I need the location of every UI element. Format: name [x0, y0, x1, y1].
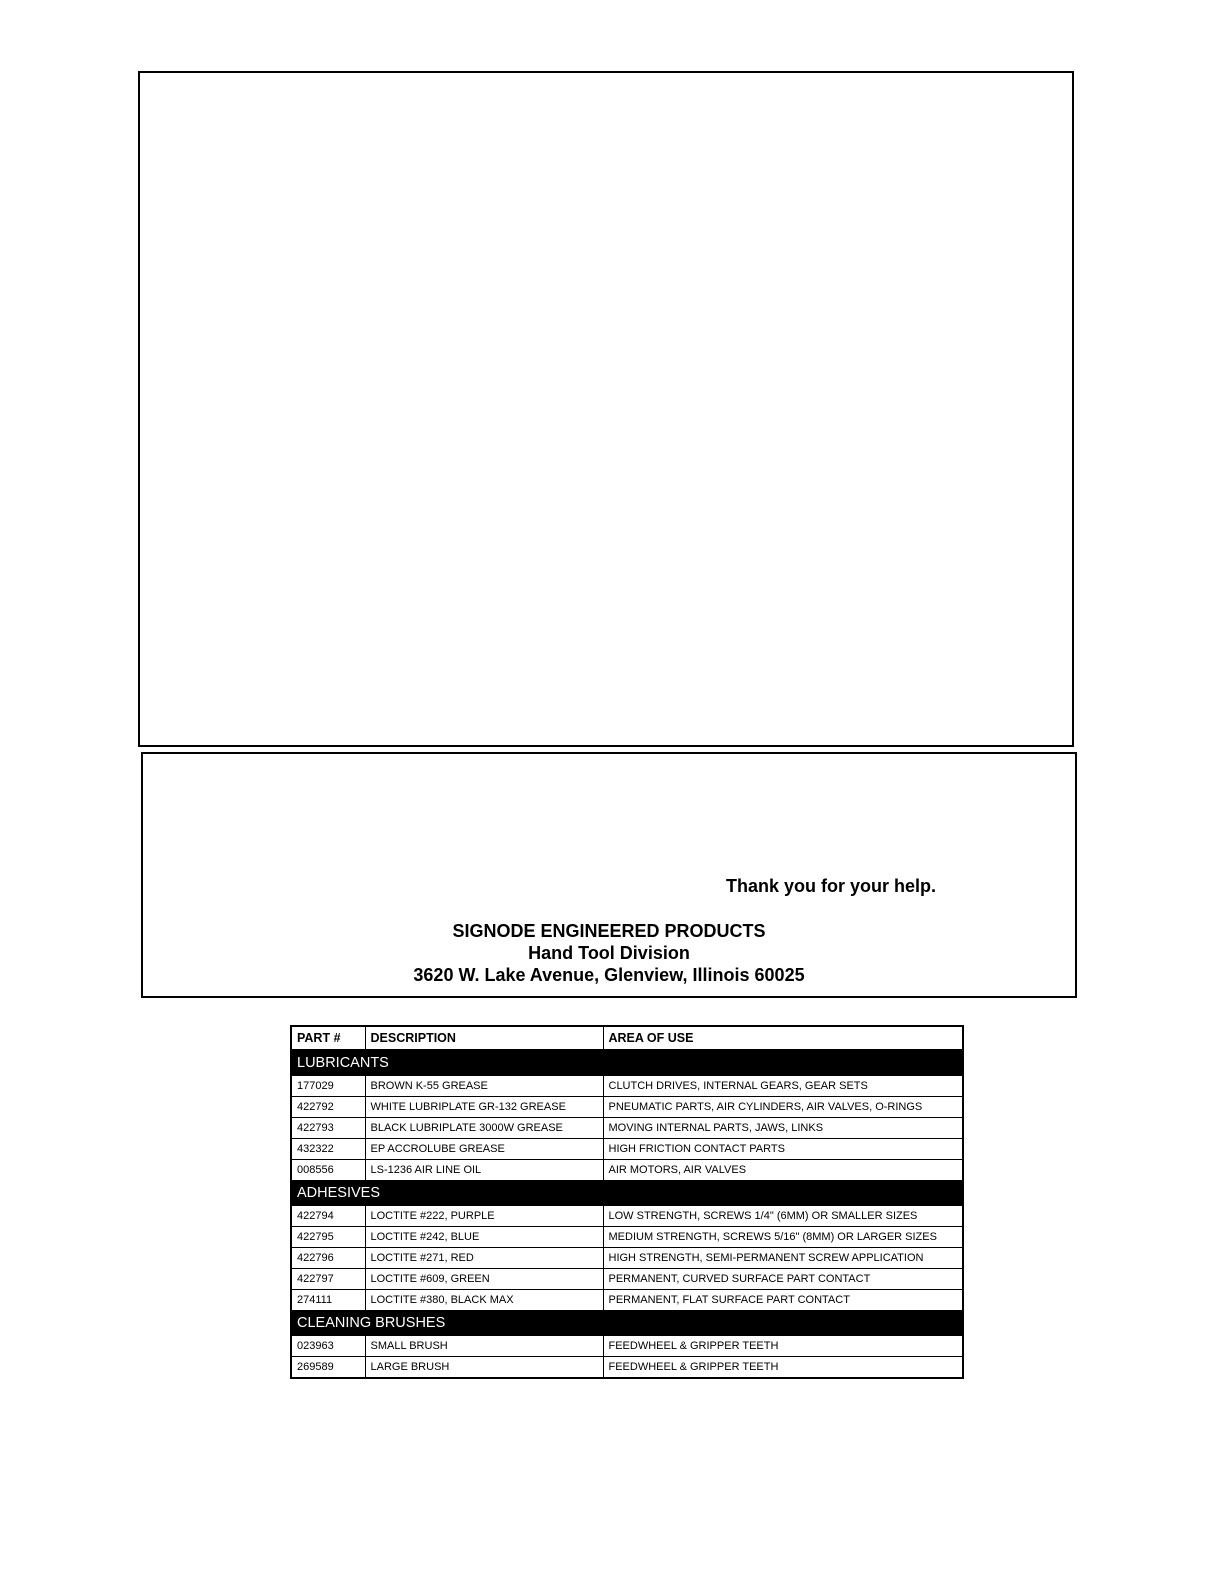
- part-number: 432322: [291, 1139, 365, 1160]
- company-address-block: [143, 920, 1075, 986]
- table-row: [291, 1118, 963, 1139]
- company-address: 3620 W. Lake Avenue, Glenview, Illinois 60025: [413, 965, 805, 985]
- header-description: DESCRIPTION: [365, 1026, 603, 1050]
- part-number: 008556: [291, 1160, 365, 1181]
- area-of-use: PERMANENT, FLAT SURFACE PART CONTACT: [603, 1290, 963, 1311]
- section-title: LUBRICANTS: [291, 1050, 963, 1076]
- blank-form-box: [138, 71, 1074, 747]
- part-number: 274111: [291, 1290, 365, 1311]
- part-number: 422797: [291, 1269, 365, 1290]
- part-number: 269589: [291, 1357, 365, 1379]
- description: LS-1236 AIR LINE OIL: [365, 1160, 603, 1181]
- description: SMALL BRUSH: [365, 1336, 603, 1357]
- part-number: 422793: [291, 1118, 365, 1139]
- table-row: [291, 1227, 963, 1248]
- area-of-use: HIGH STRENGTH, SEMI-PERMANENT SCREW APPLICATION: [603, 1248, 963, 1269]
- table-row: [291, 1076, 963, 1097]
- table-row: [291, 1097, 963, 1118]
- table-header-row: [291, 1026, 963, 1050]
- area-of-use: FEEDWHEEL & GRIPPER TEETH: [603, 1357, 963, 1379]
- contact-box: [141, 752, 1077, 998]
- parts-table: [290, 1025, 964, 1379]
- area-of-use: FEEDWHEEL & GRIPPER TEETH: [603, 1336, 963, 1357]
- section-cleaning-brushes: [291, 1311, 963, 1336]
- area-of-use: HIGH FRICTION CONTACT PARTS: [603, 1139, 963, 1160]
- description: LOCTITE #242, BLUE: [365, 1227, 603, 1248]
- description: LOCTITE #271, RED: [365, 1248, 603, 1269]
- section-title: ADHESIVES: [291, 1181, 963, 1206]
- table-row: [291, 1290, 963, 1311]
- section-lubricants: [291, 1050, 963, 1076]
- area-of-use: AIR MOTORS, AIR VALVES: [603, 1160, 963, 1181]
- division-name: Hand Tool Division: [528, 943, 690, 963]
- area-of-use: PNEUMATIC PARTS, AIR CYLINDERS, AIR VALVES, O-RINGS: [603, 1097, 963, 1118]
- section-title: CLEANING BRUSHES: [291, 1311, 963, 1336]
- table-row: [291, 1269, 963, 1290]
- description: EP ACCROLUBE GREASE: [365, 1139, 603, 1160]
- description: LOCTITE #380, BLACK MAX: [365, 1290, 603, 1311]
- part-number: 422792: [291, 1097, 365, 1118]
- description: LOCTITE #222, PURPLE: [365, 1206, 603, 1227]
- table-row: [291, 1160, 963, 1181]
- area-of-use: LOW STRENGTH, SCREWS 1/4" (6MM) OR SMALLER SIZES: [603, 1206, 963, 1227]
- description: BROWN K-55 GREASE: [365, 1076, 603, 1097]
- part-number: 422794: [291, 1206, 365, 1227]
- description: WHITE LUBRIPLATE GR-132 GREASE: [365, 1097, 603, 1118]
- table-row: [291, 1248, 963, 1269]
- table-row: [291, 1357, 963, 1379]
- area-of-use: CLUTCH DRIVES, INTERNAL GEARS, GEAR SETS: [603, 1076, 963, 1097]
- description: LARGE BRUSH: [365, 1357, 603, 1379]
- area-of-use: MEDIUM STRENGTH, SCREWS 5/16" (8MM) OR LARGER SIZES: [603, 1227, 963, 1248]
- part-number: 177029: [291, 1076, 365, 1097]
- table-row: [291, 1336, 963, 1357]
- company-name: SIGNODE ENGINEERED PRODUCTS: [452, 921, 766, 941]
- description: BLACK LUBRIPLATE 3000W GREASE: [365, 1118, 603, 1139]
- part-number: 023963: [291, 1336, 365, 1357]
- header-area-of-use: AREA OF USE: [603, 1026, 963, 1050]
- part-number: 422796: [291, 1248, 365, 1269]
- area-of-use: PERMANENT, CURVED SURFACE PART CONTACT: [603, 1269, 963, 1290]
- table-row: [291, 1206, 963, 1227]
- part-number: 422795: [291, 1227, 365, 1248]
- area-of-use: MOVING INTERNAL PARTS, JAWS, LINKS: [603, 1118, 963, 1139]
- header-part-number: PART #: [291, 1026, 365, 1050]
- description: LOCTITE #609, GREEN: [365, 1269, 603, 1290]
- table-row: [291, 1139, 963, 1160]
- section-adhesives: [291, 1181, 963, 1206]
- thank-you-note: Thank you for your help.: [726, 876, 937, 896]
